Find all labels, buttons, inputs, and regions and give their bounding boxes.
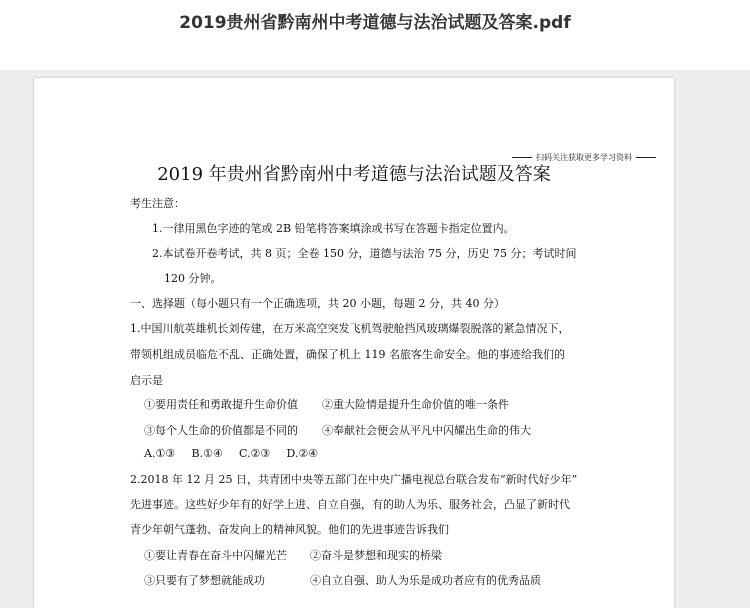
statement: ②重大险情是提升生命价值的唯一条件 — [322, 398, 509, 411]
section-heading: 一、选择题（每小题只有一个正确选项，共 20 小题，每题 2 分，共 40 分） — [130, 297, 505, 310]
divider — [636, 157, 656, 158]
document-page — [34, 78, 674, 608]
notice-heading: 考生注意： — [130, 197, 185, 210]
option: C.②③ — [239, 447, 271, 460]
statement: ③只要有了梦想就能成功 — [144, 574, 265, 587]
notice-item: 120 分钟。 — [164, 272, 222, 285]
statement: ③每个人生命的价值都是不同的 — [144, 424, 298, 437]
option: A.①③ — [144, 447, 176, 460]
statement: ②奋斗是梦想和现实的桥梁 — [310, 549, 442, 562]
answer-options — [144, 447, 331, 460]
question-text: 青少年朝气蓬勃、奋发向上的精神风貌。他们的先进事迹告诉我们 — [130, 523, 449, 536]
file-title: 2019贵州省黔南州中考道德与法治试题及答案.pdf — [179, 13, 571, 33]
question-text: 2.2018 年 12 月 25 日，共青团中央等五部门在中央广播电视总台联合发布“新时代好少年” — [130, 473, 578, 486]
question-text: 启示是 — [130, 374, 163, 387]
statement: ①要让青春在奋斗中闪耀光芒 — [144, 549, 287, 562]
question-text: 先进事迹。这些好少年有的好学上进、自立自强，有的助人为乐、服务社会，凸显了新时代 — [130, 498, 570, 511]
notice-item: 1.一律用黑色字迹的笔或 2B 铅笔将答案填涂或书写在答题卡指定位置内。 — [152, 222, 515, 235]
question-text: 1.中国川航英雄机长刘传建，在万米高空突发飞机驾驶舱挡风玻璃爆裂脱落的紧急情况下， — [130, 322, 570, 335]
statement: ④自立自强、助人为乐是成功者应有的优秀品质 — [310, 574, 541, 587]
document-title: 2019 年贵州省黔南州中考道德与法治试题及答案 — [157, 164, 551, 185]
statement: ④奉献社会便会从平凡中闪耀出生命的伟大 — [322, 424, 531, 437]
viewer-header — [0, 0, 750, 70]
ad-text: 扫码关注获取更多学习资料 — [536, 153, 632, 162]
notice-item: 2.本试卷开卷考试，共 8 页；全卷 150 分，道德与法治 75 分，历史 75 分；考试时间 — [152, 247, 577, 260]
question-text: 带领机组成员临危不乱、正确处置，确保了机上 119 名旅客生命安全。他的事迹给我们的 — [130, 348, 565, 361]
statement: ①要用责任和勇敢提升生命价值 — [144, 398, 298, 411]
option: B.①④ — [191, 447, 223, 460]
divider — [512, 157, 532, 158]
option: D.②④ — [286, 447, 319, 460]
